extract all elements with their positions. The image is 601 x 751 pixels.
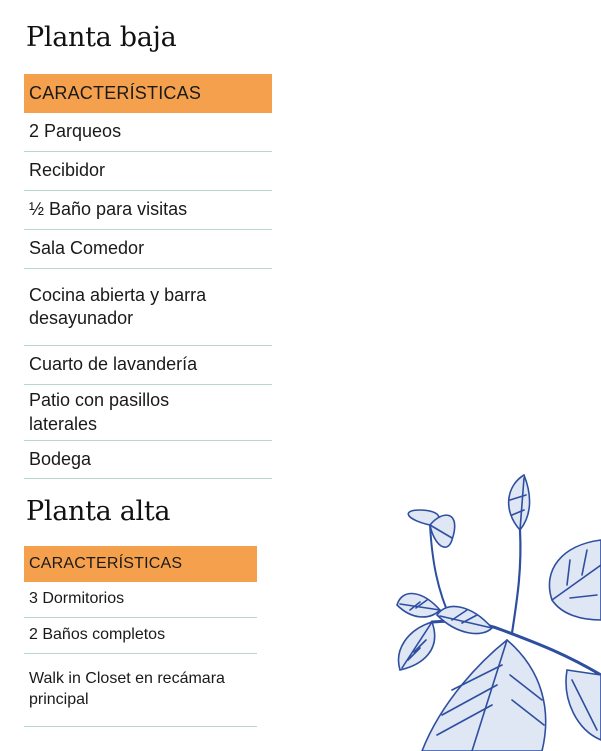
features-table-planta-alta	[24, 546, 257, 727]
feature-row: ½ Baño para visitas	[24, 191, 272, 230]
feature-row: Sala Comedor	[24, 230, 272, 269]
feature-row: Cocina abierta y barra desayunador	[24, 269, 272, 346]
feature-row: 3 Dormitorios	[24, 582, 257, 618]
leaf-branch-illustration-icon	[392, 470, 601, 751]
feature-row: Recibidor	[24, 152, 272, 191]
section-title-planta-baja: Planta baja	[26, 22, 177, 53]
table-header: CARACTERÍSTICAS	[24, 546, 257, 582]
feature-row: 2 Baños completos	[24, 618, 257, 654]
features-table-planta-baja	[24, 74, 272, 479]
feature-row: Cuarto de lavandería	[24, 346, 272, 385]
feature-row: Bodega	[24, 441, 272, 479]
feature-row: Patio con pasillos laterales	[24, 385, 272, 441]
feature-row: Walk in Closet en recámara principal	[24, 654, 257, 727]
section-title-planta-alta: Planta alta	[26, 496, 171, 527]
table-header: CARACTERÍSTICAS	[24, 74, 272, 113]
feature-row: 2 Parqueos	[24, 113, 272, 152]
